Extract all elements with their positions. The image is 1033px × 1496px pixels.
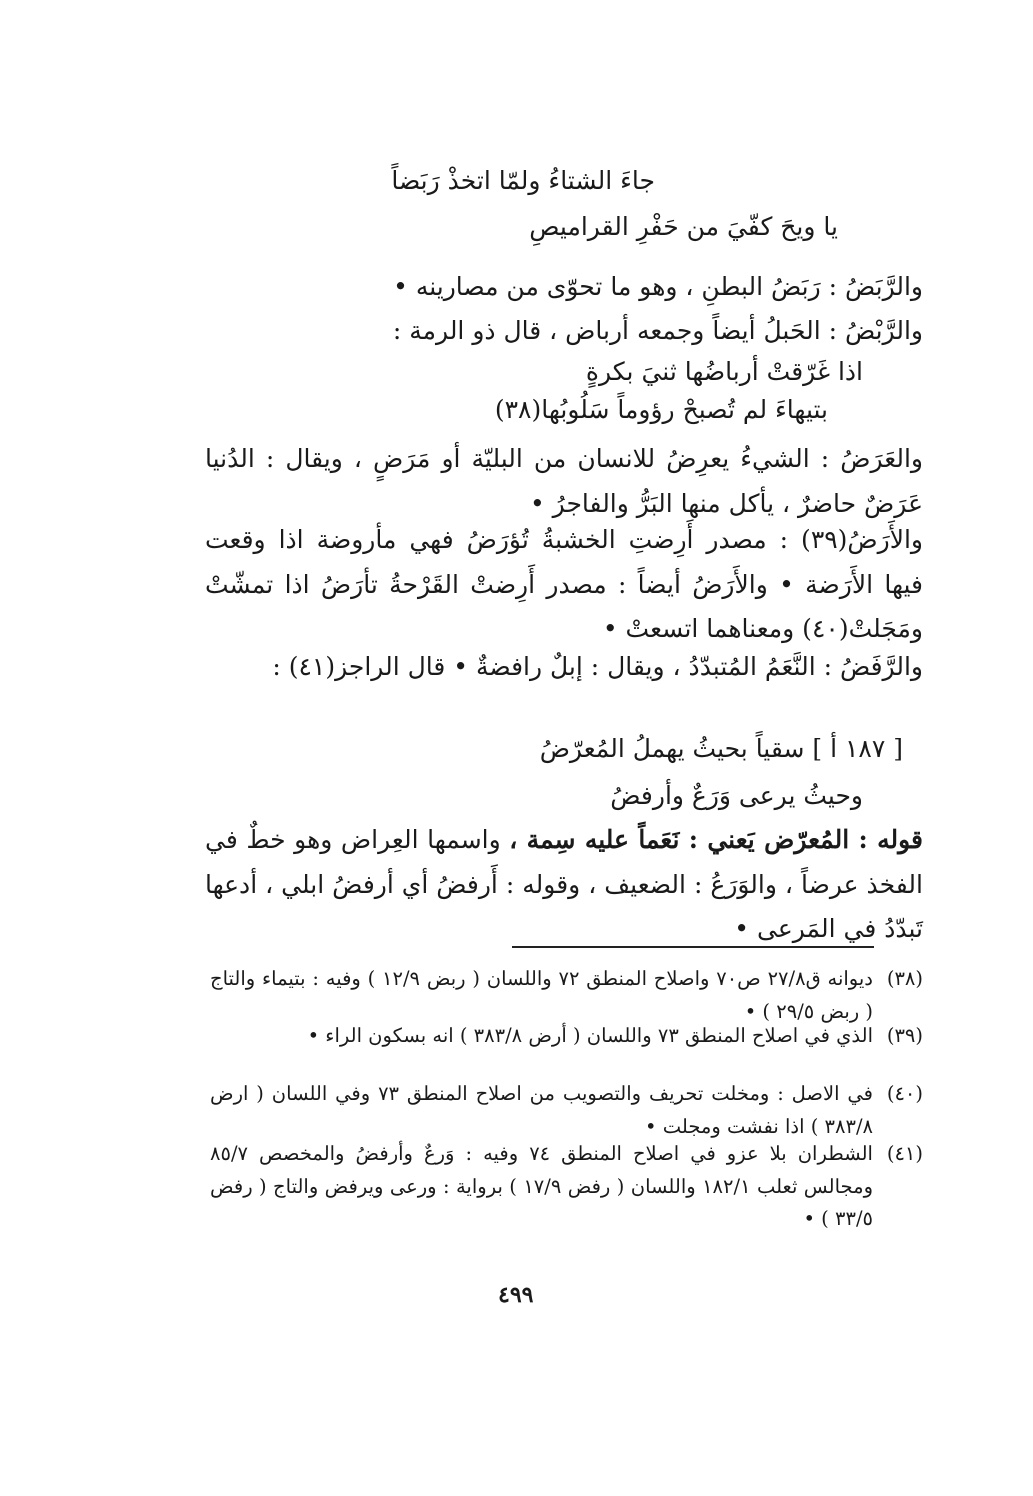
- footnote-41: الشطران بلا عزو في اصلاح المنطق ٧٤ وفيه : وَرعٌ وأرفضُ والمخصص ٨٥/٧ ومجالس ثعلب ١٨٢/١ واللسان ( رفض ١٧/٩ ) برواية : ورعى ويرفض والتاج ( رفض ٣٣/٥ ) •: [210, 1142, 873, 1230]
- footnote-number-40: (٤٠): [886, 1082, 923, 1105]
- paragraph-arad: والعَرَضُ : الشيءُ يعرِضُ للانسان من البليّة أو مَرَضٍ ، ويقال : الدُنيا عَرَضٌ حاضرٌ ، يأكل منها البَرُّ والفاجرُ •: [205, 444, 923, 518]
- footnote-38: ديوانه ق٢٧/٨ ص٧٠ واصلاح المنطق ٧٢ واللسان ( ربض ١٢/٩ ) وفيه : بتيماء والتاج ( ربض ٢٩/٥ ) •: [210, 967, 873, 1023]
- verse-line-4: بتيهاءَ لم تُصبحْ رؤوماً سَلُوبُها(٣٨): [494, 395, 828, 424]
- footnote-number-38: (٣٨): [886, 967, 923, 990]
- verse-line-2: يا ويحَ كفّيَ من حَفْرِ القراميصِ: [529, 212, 838, 241]
- verse-line-1: جاءَ الشتاءُ ولمّا اتخذْ رَبَضاً: [391, 166, 655, 195]
- footnote-39: الذي في اصلاح المنطق ٧٣ واللسان ( أرض ٣٨٣/٨ ) انه بسكون الراء •: [307, 1024, 873, 1047]
- page-number: ٤٩٩: [498, 1282, 534, 1308]
- verse-line-5: [ ١٨٧ أ ] سقياً بحيثُ يهملُ المُعرّضُ: [539, 734, 903, 763]
- paragraph-rafad: والرَّفَضُ : النَّعَمُ المُتبدّدُ ، ويقال : إبلٌ رافضةٌ • قال الراجز(٤١) :: [272, 652, 923, 681]
- paragraph-rabad: والرَّبَضُ : رَبَضُ البطنِ ، وهو ما تحوّى من مصارينه •: [393, 272, 923, 301]
- footnote-40: في الاصل : ومخلت تحريف والتصويب من اصلاح المنطق ٧٣ وفي اللسان ( ارض ٣٨٣/٨ ) اذا نفشت ومجلت •: [210, 1082, 873, 1138]
- paragraph-ard: والأَرَضُ(٣٩) : مصدر أَرِضتِ الخشبةُ تُؤرَضُ فهي مأروضة اذا وقعت فيها الأَرَضة • والأَرَضُ أيضاً : مصدر أَرِضتْ القَرْحةُ تأرَضُ اذا تمشّتْ ومَجَلتْ(٤٠) ومعناهما اتسعتْ •: [205, 525, 923, 643]
- commentary-text: واسمها العِراض وهو خطٌ في الفخذ عرضاً ، والوَرَعُ : الضعيف ، وقوله : أَرفضُ أي أرفضُ ابلي ، أدعها تَبدّدُ في المَرعى •: [205, 825, 923, 943]
- footnote-separator: [512, 946, 874, 948]
- paragraph-commentary: [205, 818, 923, 952]
- footnote-number-39: (٣٩): [886, 1024, 923, 1047]
- footnote-number-41: (٤١): [886, 1142, 923, 1165]
- verse-line-6: وحيثُ يرعى وَرَعٌ وأرفضُ: [610, 781, 863, 810]
- commentary-lemma: قوله : المُعرّض يَعني : نَعَماً عليه سِمة ،: [509, 825, 923, 854]
- verse-line-3: اذا غَرّقتْ أرباضُها ثنيَ بكرةٍ: [585, 357, 863, 386]
- paragraph-rabd: والرَّبْضُ : الحَبلُ أيضاً وجمعه أرباض ، قال ذو الرمة :: [392, 316, 923, 345]
